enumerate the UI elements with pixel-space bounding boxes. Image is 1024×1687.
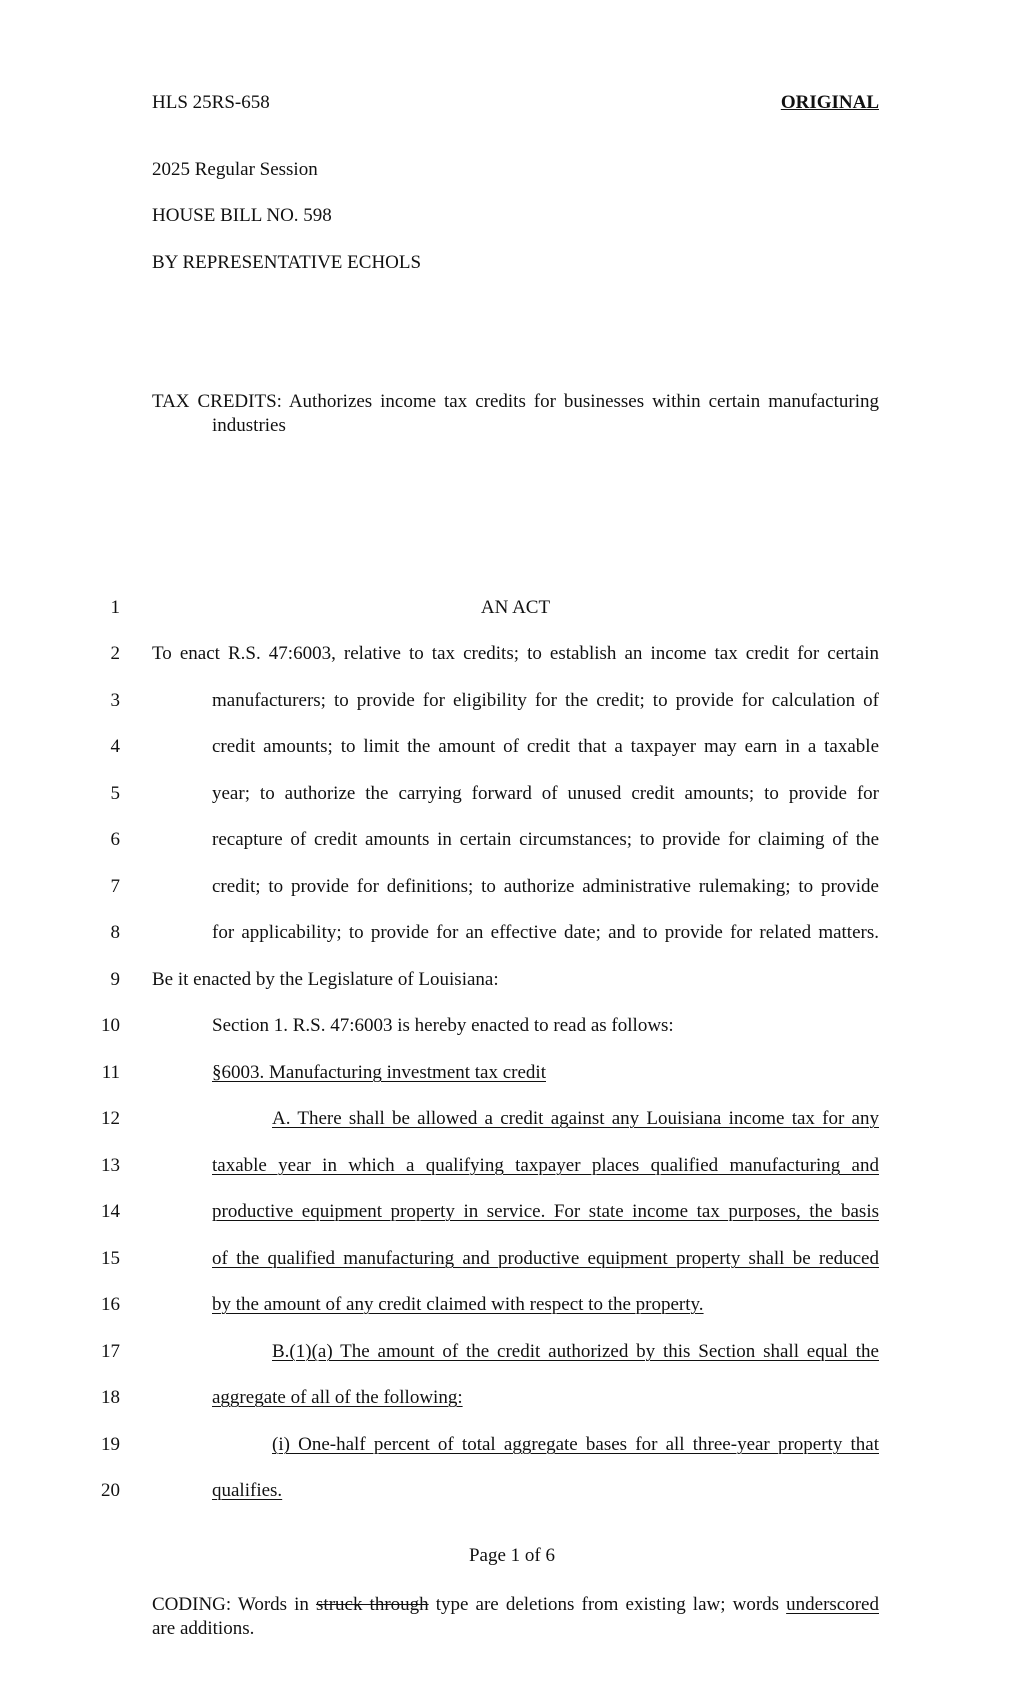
line-2: [0, 643, 1024, 673]
line-12: [0, 1108, 1024, 1138]
line-number: 13: [101, 1155, 120, 1176]
line-text: Section 1. R.S. 47:6003 is hereby enacted to read as follows:: [212, 1015, 674, 1036]
line-number: 12: [101, 1108, 120, 1129]
line-text: by the amount of any credit claimed with respect to the property.: [212, 1294, 704, 1315]
line-3: [0, 690, 1024, 720]
bill-author: BY REPRESENTATIVE ECHOLS: [152, 252, 422, 273]
line-text: §6003. Manufacturing investment tax credit: [212, 1062, 546, 1083]
line-number: 14: [101, 1201, 120, 1222]
line-number: 16: [101, 1294, 120, 1315]
line-number: 18: [101, 1387, 120, 1408]
bill-status: ORIGINAL: [780, 92, 879, 113]
line-text: productive equipment property in service. For state income tax purposes, the basis: [212, 1201, 879, 1222]
line-19: [0, 1434, 1024, 1464]
coding-line-1: [152, 1593, 879, 1617]
line-1: [0, 597, 1024, 627]
line-7: [0, 876, 1024, 906]
line-4: [0, 736, 1024, 766]
line-number: 4: [110, 736, 120, 757]
digest-line-1: TAX CREDITS: Authorizes income tax credits for businesses within certain manufacturing: [152, 391, 879, 412]
line-text: credit; to provide for definitions; to authorize administrative rulemaking; to provide: [212, 876, 879, 897]
line-8: [0, 922, 1024, 952]
line-text: for applicability; to provide for an effective date; and to provide for related matters.: [212, 922, 879, 943]
line-text: year; to authorize the carrying forward of unused credit amounts; to provide for: [212, 783, 879, 804]
line-text: of the qualified manufacturing and productive equipment property shall be reduced: [212, 1248, 879, 1269]
line-14: [0, 1201, 1024, 1231]
coding-note: [152, 1593, 879, 1641]
line-number: 10: [101, 1015, 120, 1036]
line-number: 9: [110, 969, 120, 990]
line-17: [0, 1341, 1024, 1371]
digest-line-2: industries: [212, 415, 286, 436]
digest: [152, 390, 879, 438]
bill-id: HLS 25RS-658: [152, 92, 270, 113]
line-number: 5: [110, 783, 120, 804]
line-number: 6: [110, 829, 120, 850]
line-number: 19: [101, 1434, 120, 1455]
line-text: AN ACT: [480, 597, 551, 618]
coding-underscored-sample: underscored: [786, 1594, 879, 1615]
line-text: Be it enacted by the Legislature of Louisiana:: [152, 969, 499, 990]
line-5: [0, 783, 1024, 813]
bill-number: HOUSE BILL NO. 598: [152, 205, 332, 226]
line-11: [0, 1062, 1024, 1092]
line-number: 3: [110, 690, 120, 711]
coding-middle: type are deletions from existing law; words: [428, 1594, 787, 1615]
page-number: Page 1 of 6: [468, 1545, 555, 1566]
session-label: 2025 Regular Session: [152, 159, 318, 180]
line-number: 15: [101, 1248, 120, 1269]
line-13: [0, 1155, 1024, 1185]
line-number: 7: [110, 876, 120, 897]
coding-prefix: CODING: Words in: [152, 1594, 317, 1615]
line-number: 20: [101, 1480, 120, 1501]
coding-struck-sample: struck through: [316, 1594, 429, 1615]
line-18: [0, 1387, 1024, 1417]
coding-line-2: are additions.: [152, 1618, 255, 1639]
line-text: taxable year in which a qualifying taxpayer places qualified manufacturing and: [212, 1155, 879, 1176]
line-number: 17: [101, 1341, 120, 1362]
line-10: [0, 1015, 1024, 1045]
line-20: [0, 1480, 1024, 1510]
line-text: recapture of credit amounts in certain circumstances; to provide for claiming of the: [212, 829, 879, 850]
line-number: 2: [110, 643, 120, 664]
line-text: credit amounts; to limit the amount of credit that a taxpayer may earn in a taxable: [212, 736, 879, 757]
line-text: A. There shall be allowed a credit against any Louisiana income tax for any: [272, 1108, 879, 1129]
line-9: [0, 969, 1024, 999]
line-number: 11: [101, 1062, 120, 1083]
line-16: [0, 1294, 1024, 1324]
line-15: [0, 1248, 1024, 1278]
line-text: aggregate of all of the following:: [212, 1387, 463, 1408]
line-6: [0, 829, 1024, 859]
line-text: manufacturers; to provide for eligibility for the credit; to provide for calculation of: [212, 690, 879, 711]
line-number: 1: [110, 597, 120, 618]
line-text: To enact R.S. 47:6003, relative to tax credits; to establish an income tax credit for certain: [152, 643, 879, 664]
line-text: (i) One-half percent of total aggregate bases for all three-year property that: [272, 1434, 879, 1455]
line-number: 8: [110, 922, 120, 943]
line-text: B.(1)(a) The amount of the credit authorized by this Section shall equal the: [272, 1341, 879, 1362]
line-text: qualifies.: [212, 1480, 283, 1501]
